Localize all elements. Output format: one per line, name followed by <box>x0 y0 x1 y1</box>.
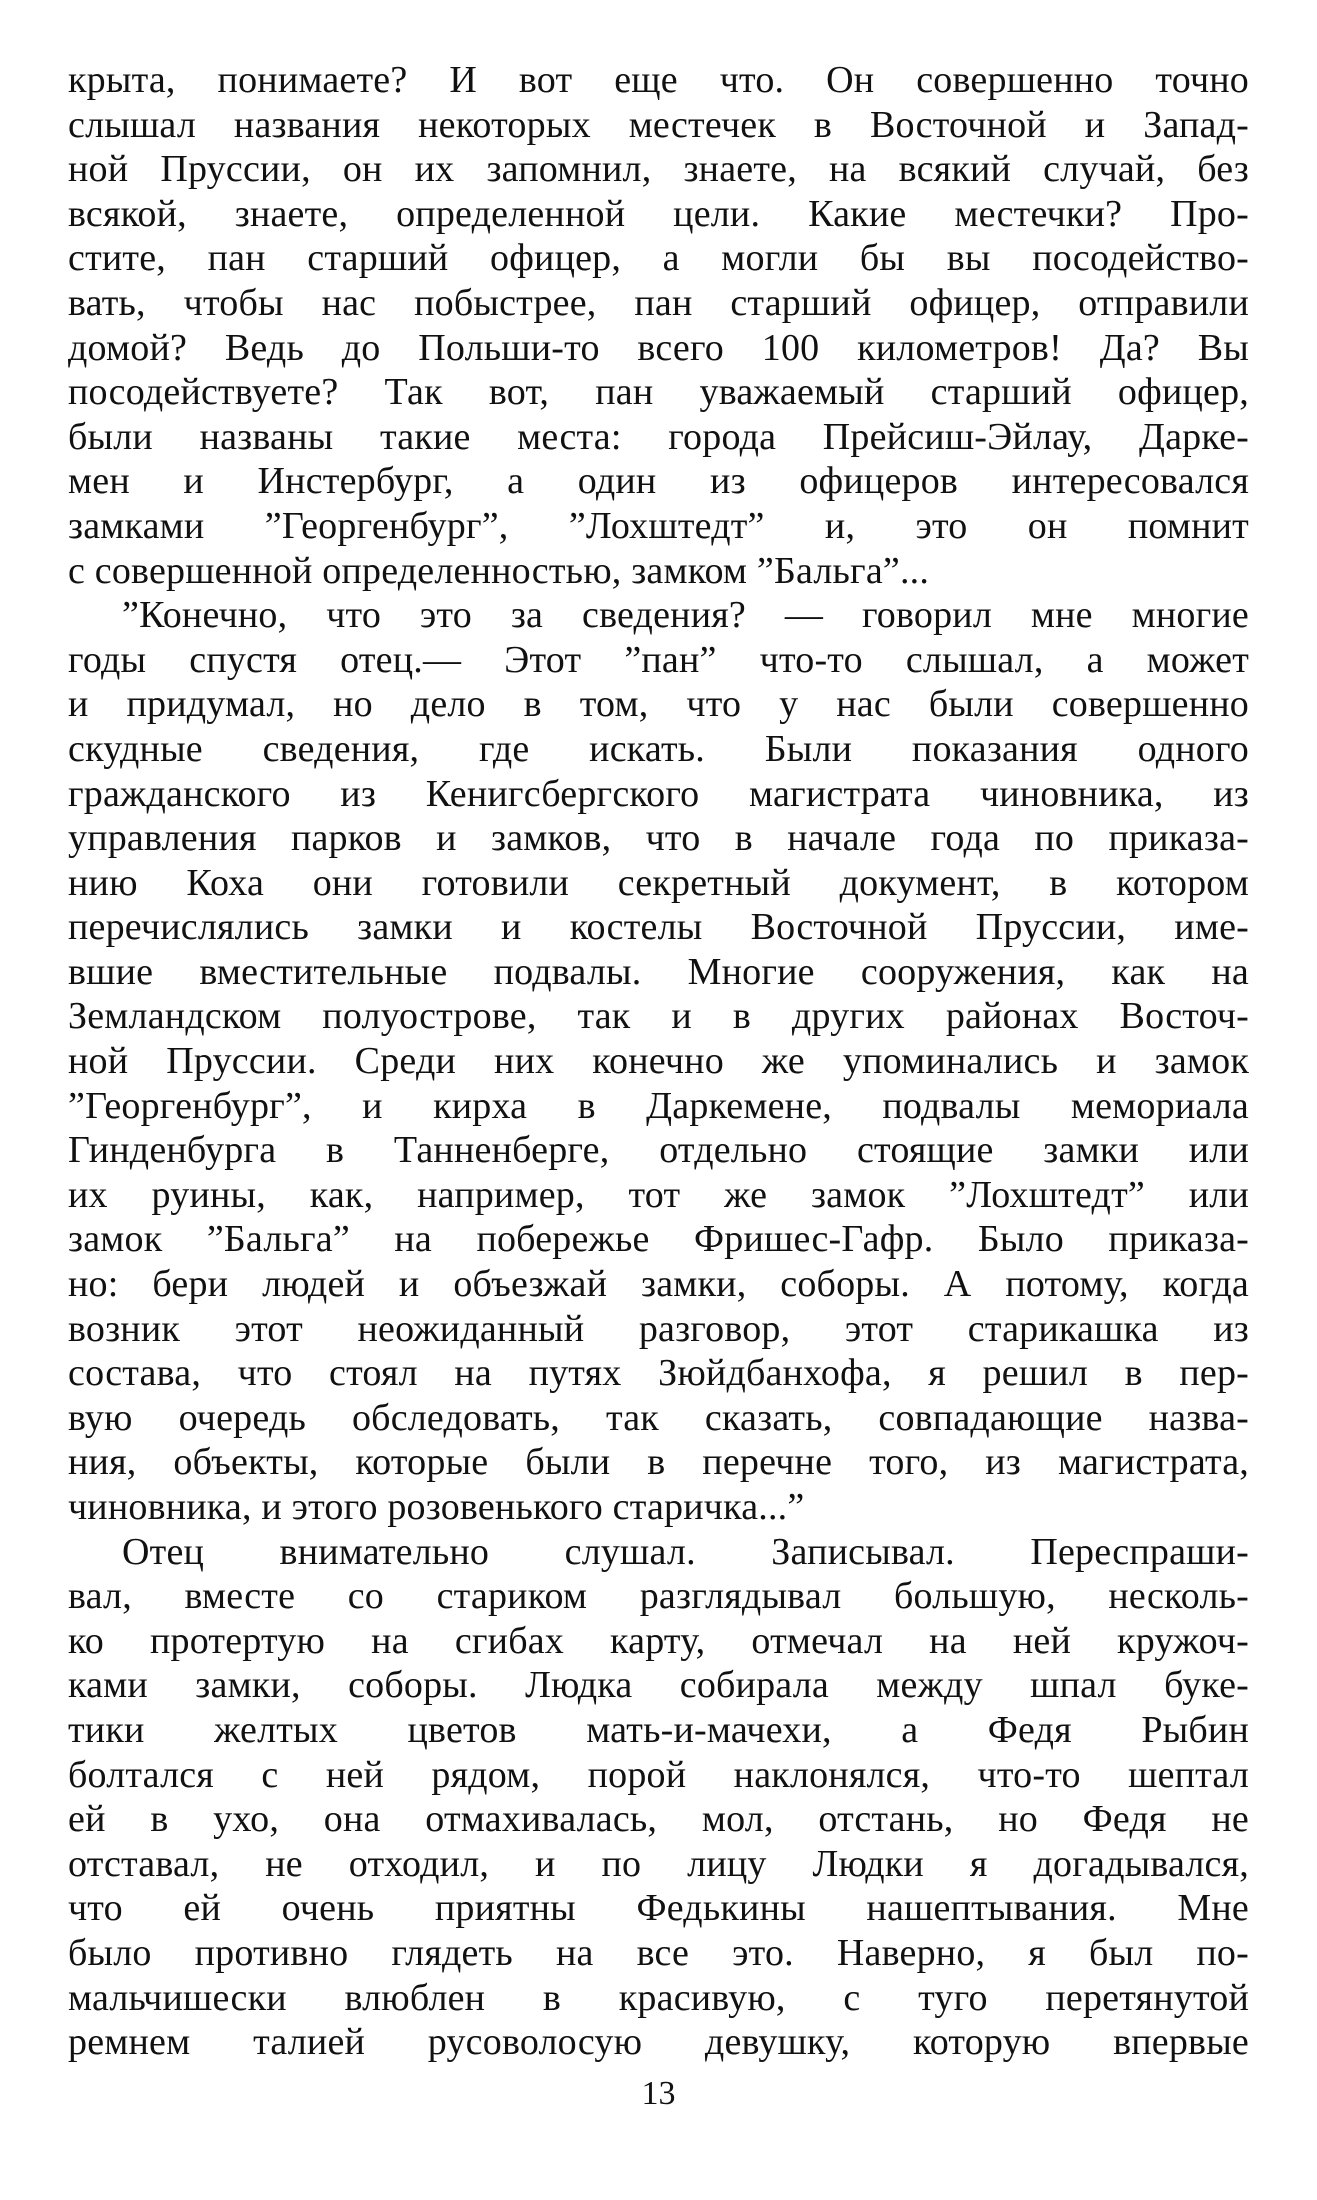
text-line: возник этот неожиданный разговор, этот старикашка из <box>68 1307 1249 1350</box>
text-line: перечислялись замки и костелы Восточной Пруссии, име- <box>68 906 1249 949</box>
text-line: слышал названия некоторых местечек в Восточной и Запад- <box>68 103 1249 146</box>
text-line: ния, объекты, которые были в перечне того, из магистрата, <box>68 1441 1249 1484</box>
text-line: их руины, как, например, тот же замок ”Лохштедт” или <box>68 1173 1249 1216</box>
text-line: что ей очень приятны Федькины нашептывания. Мне <box>68 1887 1249 1930</box>
text-line: ”Георгенбург”, и кирха в Даркемене, подвалы мемориала <box>68 1084 1249 1127</box>
text-line: домой? Ведь до Польши-то всего 100 километров! Да? Вы <box>68 326 1249 369</box>
paragraph <box>68 58 1249 593</box>
text-line: с совершенной определенностью, замком ”Бальга”... <box>68 549 930 592</box>
text-line: гражданского из Кенигсбергского магистрата чиновника, из <box>68 772 1249 815</box>
text-line: замок ”Бальга” на побережье Фришес-Гафр. Было приказа- <box>68 1218 1249 1261</box>
paragraph <box>68 1530 1249 2065</box>
text-line: но: бери людей и объезжай замки, соборы. А потому, когда <box>68 1263 1249 1306</box>
text-line: ”Конечно, что это за сведения? — говорил мне многие <box>122 594 1249 637</box>
text-line: болтался с ней рядом, порой наклонялся, что-то шептал <box>68 1753 1249 1796</box>
text-line: стите, пан старший офицер, а могли бы вы посодейство- <box>68 237 1249 280</box>
text-line: было противно глядеть на все это. Наверно, я был по- <box>68 1931 1249 1974</box>
text-line: вать, чтобы нас побыстрее, пан старший офицер, отправили <box>68 281 1249 324</box>
text-line: чиновника, и этого розовенького старичка...” <box>68 1486 805 1528</box>
text-line: годы спустя отец.— Этот ”пан” что-то слышал, а может <box>68 638 1249 681</box>
text-line: нию Коха они готовили секретный документ, в котором <box>68 861 1249 904</box>
text-line: посодействуете? Так вот, пан уважаемый старший офицер, <box>68 371 1249 414</box>
text-line: Земландском полуострове, так и в других районах Восточ- <box>68 995 1249 1038</box>
body-text <box>68 58 1249 2065</box>
text-line: Гинденбурга в Танненберге, отдельно стоящие замки или <box>68 1129 1249 1172</box>
text-line: управления парков и замков, что в начале года по приказа- <box>68 817 1249 860</box>
text-line: ремнем талией русоволосую девушку, которую впервые <box>68 2021 1249 2064</box>
text-line: вал, вместе со стариком разглядывал большую, несколь- <box>68 1575 1249 1618</box>
text-line: тики желтых цветов мать-и-мачехи, а Федя Рыбин <box>68 1708 1249 1751</box>
text-line: скудные сведения, где искать. Были показания одного <box>68 727 1249 770</box>
text-line: ей в ухо, она отмахивалась, мол, отстань, но Федя не <box>68 1798 1249 1841</box>
text-line: отставал, не отходил, и по лицу Людки я догадывался, <box>68 1842 1249 1885</box>
text-line: состава, что стоял на путях Зюйдбанхофа, я решил в пер- <box>68 1352 1249 1395</box>
text-line: и придумал, но дело в том, что у нас были совершенно <box>68 683 1249 726</box>
text-line: Отец внимательно слушал. Записывал. Переспраши- <box>122 1530 1249 1573</box>
page-number: 13 <box>641 2075 676 2112</box>
text-line: были названы такие места: города Прейсиш-Эйлау, Дарке- <box>68 415 1249 458</box>
text-line: ками замки, соборы. Людка собирала между шпал буке- <box>68 1664 1249 1707</box>
text-line: крыта, понимаете? И вот еще что. Он совершенно точно <box>68 59 1249 101</box>
text-line: ной Пруссии. Среди них конечно же упоминались и замок <box>68 1040 1249 1083</box>
text-line: ко протертую на сгибах карту, отмечал на ней кружоч- <box>68 1619 1249 1662</box>
paragraph <box>68 593 1249 1529</box>
text-line: ной Пруссии, он их запомнил, знаете, на всякий случай, без <box>68 148 1249 191</box>
text-line: вую очередь обследовать, так сказать, совпадающие назва- <box>68 1396 1249 1439</box>
text-line: мальчишески влюблен в красивую, с туго перетянутой <box>68 1976 1249 2019</box>
text-line: замками ”Георгенбург”, ”Лохштедт” и, это он помнит <box>68 504 1249 547</box>
text-line: вшие вместительные подвалы. Многие сооружения, как на <box>68 950 1249 993</box>
text-line: мен и Инстербург, а один из офицеров интересовался <box>68 460 1249 503</box>
text-line: всякой, знаете, определенной цели. Какие местечки? Про- <box>68 192 1249 235</box>
